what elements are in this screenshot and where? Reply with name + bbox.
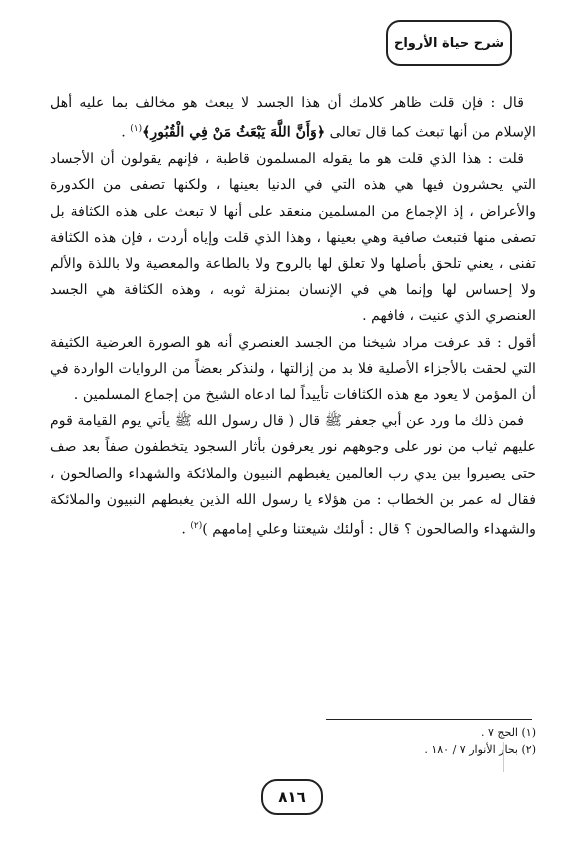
footnote-ref-1: (١) [130, 124, 143, 135]
footnote-ref-2: (٢) [190, 520, 203, 531]
paragraph-1 [50, 90, 536, 146]
margin-mark [503, 742, 507, 772]
footnote-2: (٢) بحار الأنوار ٧ / ١٨٠ . [424, 743, 536, 756]
running-header-title: شرح حياة الأرواح [393, 35, 505, 51]
paragraph-4-text: فمن ذلك ما ورد عن أبي جعفر ﷺ قال ( قال رسول الله ﷺ يأتي يوم القيامة قوم عليهم ثياب من نور على وجوههم نور يعرفون بأثار السجود يتخطفون صفاً بعد صف حتى يصيروا بين يدي رب العالمين يغبطهم النبيون والملائكة والشهداء والصالحون ، فقال له عمر بن الخطاب : من هؤلاء يا رسول الله الذين يغبطهم النبيون والملائكة والشهداء والصالحون ؟ قال : أولئك شيعتنا وعلي إمامهم ) [50, 413, 536, 538]
footnote-divider [326, 719, 532, 720]
page-number: ٨١٦ [261, 779, 323, 815]
paragraph-1-text: قال : فإن قلت ظاهر كلامك أن هذا الجسد لا يبعث هو مخالف بما عليه أهل الإسلام من أنها تبعث كما قال تعالى [50, 95, 536, 141]
paragraph-3: أقول : قد عرفت مراد شيخنا من الجسد العنصري أنه هو الصورة العرضية الكثيفة التي لحقت بالأجزاء الأصلية فلا بد من إزالتها ، ولنذكر بعضاً من الروايات الواردة في أن المؤمن لا يعود مع هذه الكثافات تأييداً لما ادعاه الشيخ من إجماع المسلمين . [50, 334, 536, 403]
paragraph-1-end: . [121, 124, 131, 141]
footnote-1: (١) الحج ٧ . [480, 726, 536, 739]
paragraph-2: قلت : هذا الذي قلت هو ما يقوله المسلمون قاطبة ، فإنهم يقولون أن الأجساد التي يحشرون فيها هي هذه التي في الدنيا بعينها ، ولكنها تصفى من الكدورة والأعراض ، إذ الإجماع من المسلمين منعقد على أنها لا تبعث على هذه الكثافة بل تصفى منها فتبعث صافية وهي بعينها ، وهذا الذي قلت وإياه أردت ، فإن هذه الكثافة تفنى ، يعني تلحق بأصلها ولا تعلق لها بالروح ولا بالطاعة والمعصية ولا باللذة والألم ولا إحساس لها وإنما هي في الإنسان بمنزلة ثوبه ، وهذه الكثافة هي الجسد العنصري الذي عنيت ، فافهم . [50, 151, 536, 325]
quran-verse: ﴿وَأَنَّ اللَّهَ يَبْعَثُ مَنْ فِي الْقُبُورِ﴾ [142, 124, 326, 141]
footnotes [236, 724, 536, 758]
paragraph-4 [50, 408, 536, 543]
main-text [50, 90, 536, 543]
running-header [386, 20, 512, 66]
paragraph-4-end: . [181, 521, 191, 538]
